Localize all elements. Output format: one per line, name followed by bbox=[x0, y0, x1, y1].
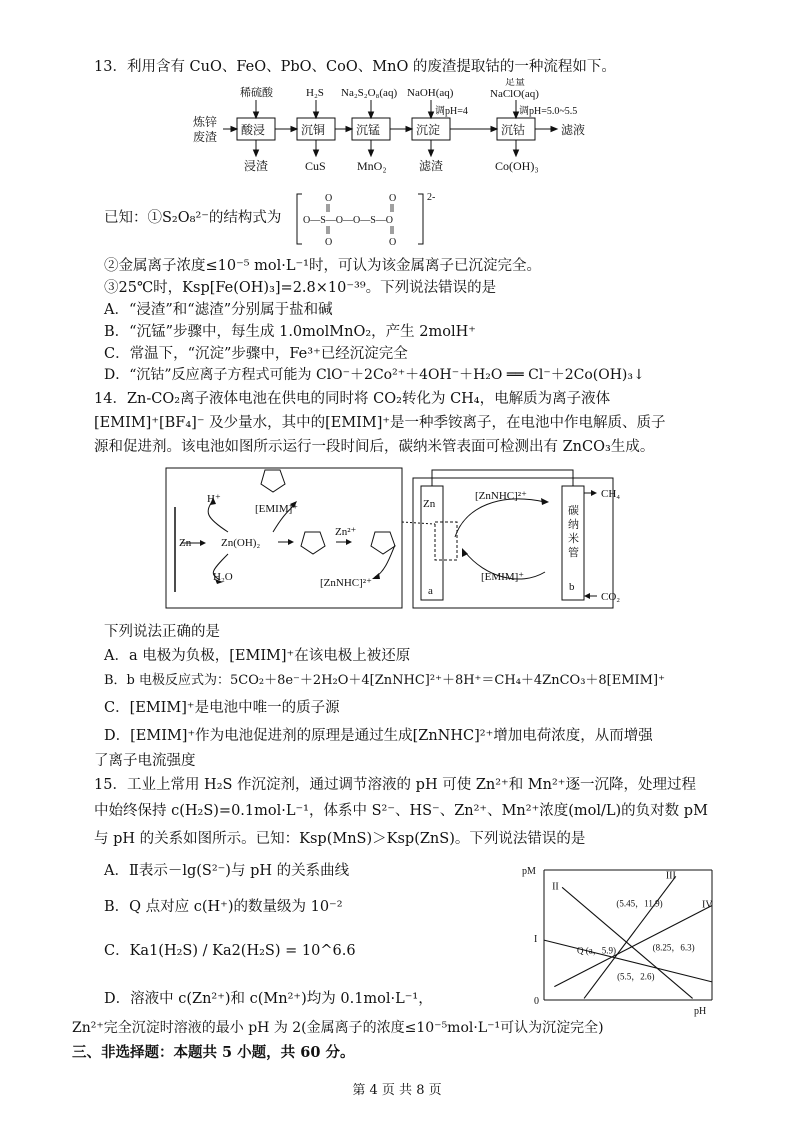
condition-2: 调pH=5.0~5.5 bbox=[519, 106, 578, 117]
q15-pm-ph-chart bbox=[518, 862, 718, 1022]
svg-text:O—S—O—O—S—O: O—S—O—O—S—O bbox=[303, 215, 394, 226]
series-label-1: I bbox=[534, 934, 538, 946]
reagent-3: Na₂S₂O₈(aq) bbox=[341, 87, 398, 99]
q15-option-a: A．Ⅱ表示－lg(S²⁻)与 pH 的关系曲线 bbox=[104, 863, 350, 879]
chart-ylabel: pM bbox=[522, 866, 536, 877]
chart-xlabel: pH bbox=[694, 1006, 707, 1017]
series-label-4: IV bbox=[702, 899, 713, 911]
fig-zn-oh2: Zn(OH)₂ bbox=[221, 537, 261, 549]
flow-step-5: 沉钴 bbox=[501, 123, 526, 137]
q14-option-d-cont: 了离子电流强度 bbox=[94, 753, 196, 769]
q14-prompt: 下列说法正确的是 bbox=[104, 624, 220, 640]
point-label-4: (5.5，2.6) bbox=[617, 971, 655, 982]
flow-step-3: 沉锰 bbox=[356, 123, 381, 137]
q13-known1-label: 已知：①S₂O₈²⁻的结构式为 bbox=[104, 210, 282, 226]
fig-co2: CO₂ bbox=[601, 591, 620, 603]
q14-option-b: B．b 电极反应式为：5CO₂＋8e⁻＋2H₂O＋4[ZnNHC]²⁺＋8H⁺＝CH₄＋4ZnCO₃＋8[EMIM]⁺ bbox=[104, 673, 665, 688]
reagent-5: 足量 bbox=[505, 78, 525, 88]
svg-text:O: O bbox=[325, 193, 333, 204]
condition-1: 调pH=4 bbox=[435, 106, 468, 117]
q15-option-d-cont: Zn²⁺完全沉淀时溶液的最小 pH 为 2(金属离子的浓度≤10⁻⁵mol·L⁻¹可认为沉淀完全) bbox=[72, 1020, 604, 1036]
svg-text:O: O bbox=[389, 237, 397, 248]
fig-zn2: Zn²⁺ bbox=[335, 526, 357, 538]
fig-ch4: CH₄ bbox=[601, 488, 620, 500]
reagent-6: NaClO(aq) bbox=[490, 88, 539, 100]
q15-option-d: D．溶液中 c(Zn²⁺)和 c(Mn²⁺)均为 0.1mol·L⁻¹， bbox=[104, 991, 433, 1007]
svg-text:O: O bbox=[389, 193, 397, 204]
fig-label-b: b bbox=[569, 581, 575, 593]
flow-start-2: 废渣 bbox=[193, 130, 218, 144]
q13-flowchart bbox=[185, 78, 615, 178]
point-label-2: (8.25，6.3) bbox=[652, 942, 695, 953]
q14-option-a: A．a 电极为负极，[EMIM]⁺在该电极上被还原 bbox=[104, 648, 411, 664]
series-label-2: II bbox=[552, 881, 559, 893]
q13-known2: ②金属离子浓度≤10⁻⁵ mol·L⁻¹时，可认为该金属离子已沉淀完全。 bbox=[104, 258, 541, 274]
q13-known3: ③25℃时，Ksp[Fe(OH)₃]=2.8×10⁻³⁹。下列说法错误的是 bbox=[104, 280, 497, 296]
q13-stem: 13．利用含有 CuO、FeO、PbO、CoO、MnO 的废渣提取钴的一种流程如下。 bbox=[94, 59, 616, 75]
fig-znnhc-right: [ZnNHC]²⁺ bbox=[475, 490, 527, 502]
fig-zn-electrode: Zn bbox=[423, 498, 436, 510]
q13-option-a: A．“浸渣”和“滤渣”分别属于盐和碱 bbox=[104, 302, 333, 318]
q15-option-b: B．Q 点对应 c(H⁺)的数量级为 10⁻² bbox=[104, 899, 343, 915]
fig-cnt-2: 纳 bbox=[568, 519, 579, 531]
fig-znnhc-left: [ZnNHC]²⁺ bbox=[320, 577, 372, 589]
fig-emim-right: [EMIM]⁺ bbox=[481, 571, 525, 583]
q15-stem-1: 15．工业上常用 H₂S 作沉淀剂，通过调节溶液的 pH 可使 Zn²⁺和 Mn²⁺逐一沉降，处理过程 bbox=[94, 777, 696, 793]
chart-origin: 0 bbox=[534, 996, 539, 1007]
q15-option-c: C．Ka1(H₂S) / Ka2(H₂S) = 10^6.6 bbox=[104, 943, 356, 959]
q14-option-c: C．[EMIM]⁺是电池中唯一的质子源 bbox=[104, 700, 340, 716]
fig-cnt-1: 碳 bbox=[568, 505, 579, 517]
s2o8-structure bbox=[295, 190, 445, 248]
q13-option-b: B．“沉锰”步骤中，每生成 1.0molMnO₂，产生 2molH⁺ bbox=[104, 324, 476, 340]
fig-emim-top: [EMIM]⁺ bbox=[255, 503, 299, 515]
product-3: MnO₂ bbox=[357, 159, 387, 173]
svg-text:2-: 2- bbox=[427, 192, 436, 203]
q14-stem-1: 14．Zn-CO₂离子液体电池在供电的同时将 CO₂转化为 CH₄，电解质为离子液体 bbox=[94, 391, 611, 407]
q14-stem-2: [EMIM]⁺[BF₄]⁻ 及少量水，其中的[EMIM]⁺是一种季铵离子，在电池中作电解质、质子 bbox=[94, 415, 666, 431]
fig-label-a: a bbox=[428, 585, 433, 597]
product-2: CuS bbox=[305, 159, 326, 173]
fig-h2o: H₂O bbox=[213, 571, 233, 583]
q14-battery-figure bbox=[165, 462, 620, 612]
q13-option-c: C．常温下，“沉淀”步骤中，Fe³⁺已经沉淀完全 bbox=[104, 346, 408, 362]
product-5: Co(OH)₃ bbox=[495, 159, 539, 173]
flow-end: 滤液 bbox=[561, 123, 586, 137]
fig-h-plus: H⁺ bbox=[207, 493, 221, 505]
reagent-1: 稀硫酸 bbox=[240, 87, 273, 99]
q13-option-d: D．“沉钴”反应离子方程式可能为 ClO⁻＋2Co²⁺＋4OH⁻＋H₂O ══ Cl⁻＋2Co(OH)₃↓ bbox=[104, 367, 645, 383]
fig-cnt-4: 管 bbox=[568, 547, 579, 559]
flow-step-1: 酸浸 bbox=[241, 123, 266, 137]
point-label-1: (5.45，11.9) bbox=[616, 898, 663, 909]
reagent-2: H₂S bbox=[306, 87, 324, 99]
q14-option-d: D．[EMIM]⁺作为电池促进剂的原理是通过生成[ZnNHC]²⁺增加电荷浓度，从而增强 bbox=[104, 728, 653, 744]
svg-text:O: O bbox=[325, 237, 333, 248]
product-4: 滤渣 bbox=[419, 159, 444, 173]
flow-start-1: 炼锌 bbox=[193, 115, 218, 129]
page-footer: 第 4 页 共 8 页 bbox=[352, 1083, 442, 1098]
q15-stem-2: 中始终保持 c(H₂S)=0.1mol·L⁻¹，体系中 S²⁻、HS⁻、Zn²⁺、Mn²⁺浓度(mol/L)的负对数 pM bbox=[94, 803, 708, 819]
section3-heading: 三、非选择题：本题共 5 小题，共 60 分。 bbox=[72, 1044, 355, 1061]
series-label-3: III bbox=[665, 870, 676, 882]
reagent-4: NaOH(aq) bbox=[407, 87, 454, 99]
point-label-3: Q (a，5.9) bbox=[577, 945, 617, 956]
q15-stem-3: 与 pH 的关系如图所示。已知：Ksp(MnS)＞Ksp(ZnS)。下列说法错误的是 bbox=[94, 831, 586, 847]
flow-step-2: 沉铜 bbox=[301, 123, 326, 137]
fig-zn-left: Zn bbox=[179, 537, 192, 549]
flow-step-4: 沉淀 bbox=[416, 123, 441, 137]
q14-stem-3: 源和促进剂。该电池如图所示运行一段时间后，碳纳米管表面可检测出有 ZnCO₃生成。 bbox=[94, 439, 655, 455]
fig-cnt-3: 米 bbox=[568, 533, 579, 545]
product-1: 浸渣 bbox=[244, 159, 269, 173]
